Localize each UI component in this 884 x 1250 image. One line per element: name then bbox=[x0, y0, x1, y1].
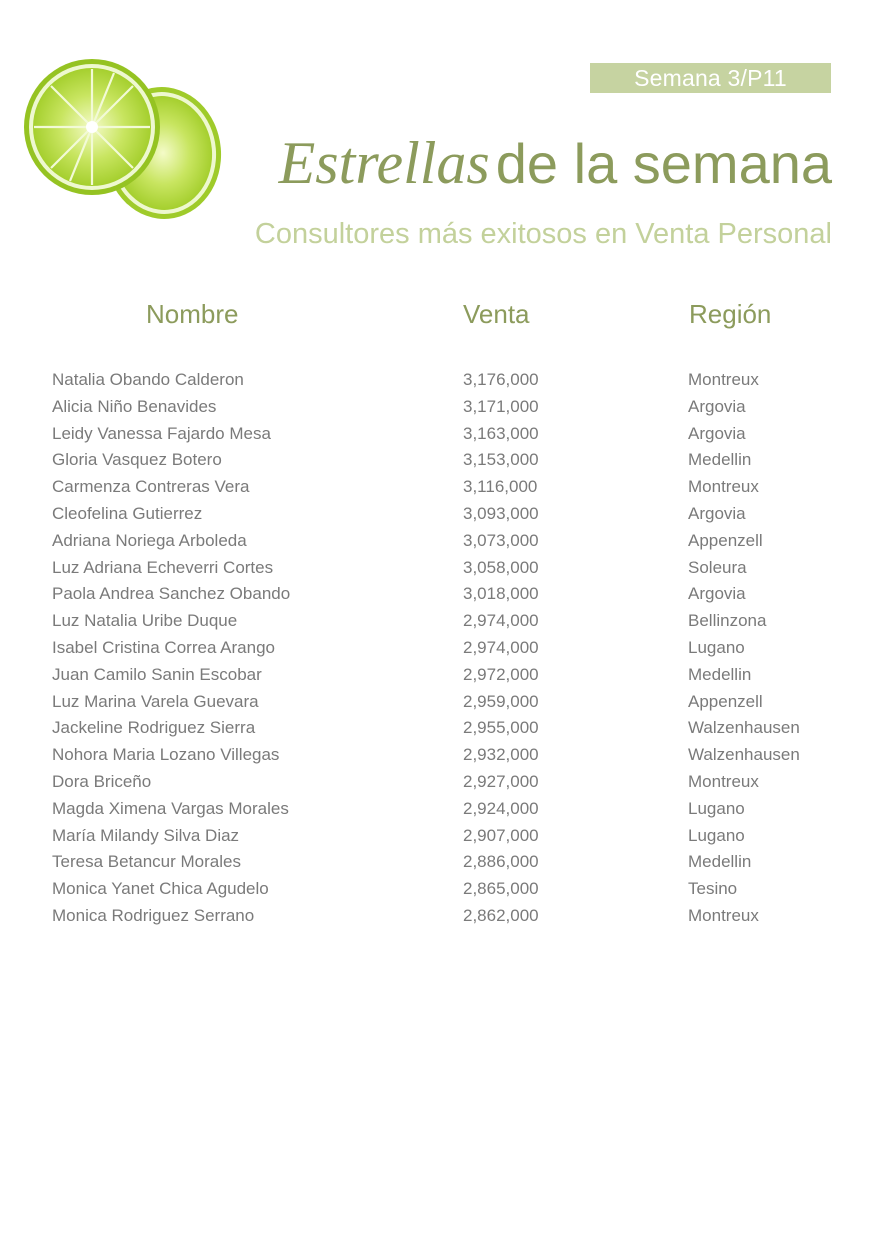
lime-slices-image bbox=[20, 55, 235, 225]
cell-name: Magda Ximena Vargas Morales bbox=[52, 798, 289, 818]
cell-name: Teresa Betancur Morales bbox=[52, 852, 241, 872]
cell-venta: 2,974,000 bbox=[463, 637, 539, 657]
cell-name: Jackeline Rodriguez Sierra bbox=[52, 718, 256, 738]
cell-name: Dora Briceño bbox=[52, 771, 152, 791]
table-row bbox=[0, 742, 884, 769]
table-row bbox=[0, 394, 884, 421]
cell-region: Appenzell bbox=[688, 691, 763, 711]
cell-venta: 2,907,000 bbox=[463, 825, 539, 845]
table-row bbox=[0, 849, 884, 876]
cell-name: Leidy Vanessa Fajardo Mesa bbox=[52, 423, 271, 443]
cell-venta: 2,862,000 bbox=[463, 905, 539, 925]
cell-region: Tesino bbox=[688, 879, 738, 899]
ranking-table bbox=[0, 367, 884, 930]
cell-name: Cleofelina Gutierrez bbox=[52, 503, 203, 523]
cell-region: Soleura bbox=[688, 557, 747, 577]
table-row bbox=[0, 715, 884, 742]
table-row bbox=[0, 447, 884, 474]
cell-venta: 3,153,000 bbox=[463, 450, 539, 470]
cell-venta: 2,974,000 bbox=[463, 611, 539, 631]
cell-venta: 2,972,000 bbox=[463, 664, 539, 684]
table-row bbox=[0, 769, 884, 796]
table-row bbox=[0, 501, 884, 528]
cell-region: Argovia bbox=[688, 503, 746, 523]
cell-venta: 2,886,000 bbox=[463, 852, 539, 872]
cell-region: Argovia bbox=[688, 423, 746, 443]
cell-region: Montreux bbox=[688, 370, 759, 389]
cell-venta: 3,176,000 bbox=[463, 370, 539, 389]
cell-region: Argovia bbox=[688, 584, 746, 604]
cell-venta: 3,171,000 bbox=[463, 396, 539, 416]
table-row bbox=[0, 528, 884, 555]
cell-name: Nohora Maria Lozano Villegas bbox=[52, 745, 280, 765]
cell-venta: 2,865,000 bbox=[463, 879, 539, 899]
page-title-rest: de la semana bbox=[495, 132, 832, 195]
table-row bbox=[0, 581, 884, 608]
column-header-region: Región bbox=[689, 299, 772, 329]
table-row bbox=[0, 662, 884, 689]
cell-venta: 3,116,000 bbox=[463, 477, 538, 497]
lime-slice-front bbox=[24, 59, 160, 195]
cell-region: Montreux bbox=[688, 477, 759, 497]
cell-venta: 2,927,000 bbox=[463, 771, 539, 791]
table-row bbox=[0, 555, 884, 582]
table-row bbox=[0, 474, 884, 501]
cell-name: Luz Natalia Uribe Duque bbox=[52, 611, 238, 631]
cell-name: Juan Camilo Sanin Escobar bbox=[52, 664, 262, 684]
page-subtitle: Consultores más exitosos en Venta Personal bbox=[254, 218, 832, 250]
column-header-name: Nombre bbox=[146, 299, 239, 329]
cell-name: María Milandy Silva Diaz bbox=[52, 825, 240, 845]
cell-region: Appenzell bbox=[688, 530, 763, 550]
week-badge: Semana 3/P11 bbox=[590, 63, 831, 93]
cell-venta: 2,955,000 bbox=[463, 718, 539, 738]
cell-venta: 3,018,000 bbox=[463, 584, 539, 604]
cell-region: Medellin bbox=[688, 664, 752, 684]
cell-name: Isabel Cristina Correa Arango bbox=[52, 637, 276, 657]
cell-venta: 2,959,000 bbox=[463, 691, 539, 711]
table-row bbox=[0, 876, 884, 903]
table-row bbox=[0, 823, 884, 850]
page-title-accent: Estrellas bbox=[278, 130, 490, 196]
cell-region: Walzenhausen bbox=[688, 718, 800, 738]
cell-name: Luz Marina Varela Guevara bbox=[52, 691, 259, 711]
cell-name: Natalia Obando Calderon bbox=[52, 370, 244, 389]
table-row bbox=[0, 421, 884, 448]
column-header-venta: Venta bbox=[463, 299, 530, 329]
cell-name: Luz Adriana Echeverri Cortes bbox=[52, 557, 274, 577]
cell-name: Carmenza Contreras Vera bbox=[52, 477, 250, 497]
table-row bbox=[0, 608, 884, 635]
cell-venta: 2,924,000 bbox=[463, 798, 539, 818]
cell-region: Argovia bbox=[688, 396, 746, 416]
cell-name: Monica Yanet Chica Agudelo bbox=[52, 879, 269, 899]
cell-name: Paola Andrea Sanchez Obando bbox=[52, 584, 291, 604]
table-row bbox=[0, 903, 884, 930]
cell-region: Medellin bbox=[688, 852, 752, 872]
table-row bbox=[0, 689, 884, 716]
cell-venta: 3,093,000 bbox=[463, 503, 539, 523]
cell-name: Alicia Niño Benavides bbox=[52, 396, 217, 416]
cell-venta: 3,073,000 bbox=[463, 530, 539, 550]
cell-venta: 3,163,000 bbox=[463, 423, 539, 443]
table-row bbox=[0, 796, 884, 823]
cell-name: Monica Rodriguez Serrano bbox=[52, 905, 255, 925]
cell-venta: 2,932,000 bbox=[463, 745, 539, 765]
cell-region: Lugano bbox=[688, 798, 745, 818]
table-row bbox=[0, 635, 884, 662]
cell-region: Lugano bbox=[688, 825, 745, 845]
cell-region: Montreux bbox=[688, 905, 759, 925]
cell-region: Bellinzona bbox=[688, 611, 767, 631]
table-row bbox=[0, 367, 884, 394]
cell-region: Walzenhausen bbox=[688, 745, 800, 765]
cell-region: Lugano bbox=[688, 637, 745, 657]
cell-name: Gloria Vasquez Botero bbox=[52, 450, 222, 470]
cell-region: Medellin bbox=[688, 450, 752, 470]
cell-venta: 3,058,000 bbox=[463, 557, 539, 577]
page-title bbox=[279, 128, 832, 199]
cell-region: Montreux bbox=[688, 771, 759, 791]
cell-name: Adriana Noriega Arboleda bbox=[52, 530, 247, 550]
